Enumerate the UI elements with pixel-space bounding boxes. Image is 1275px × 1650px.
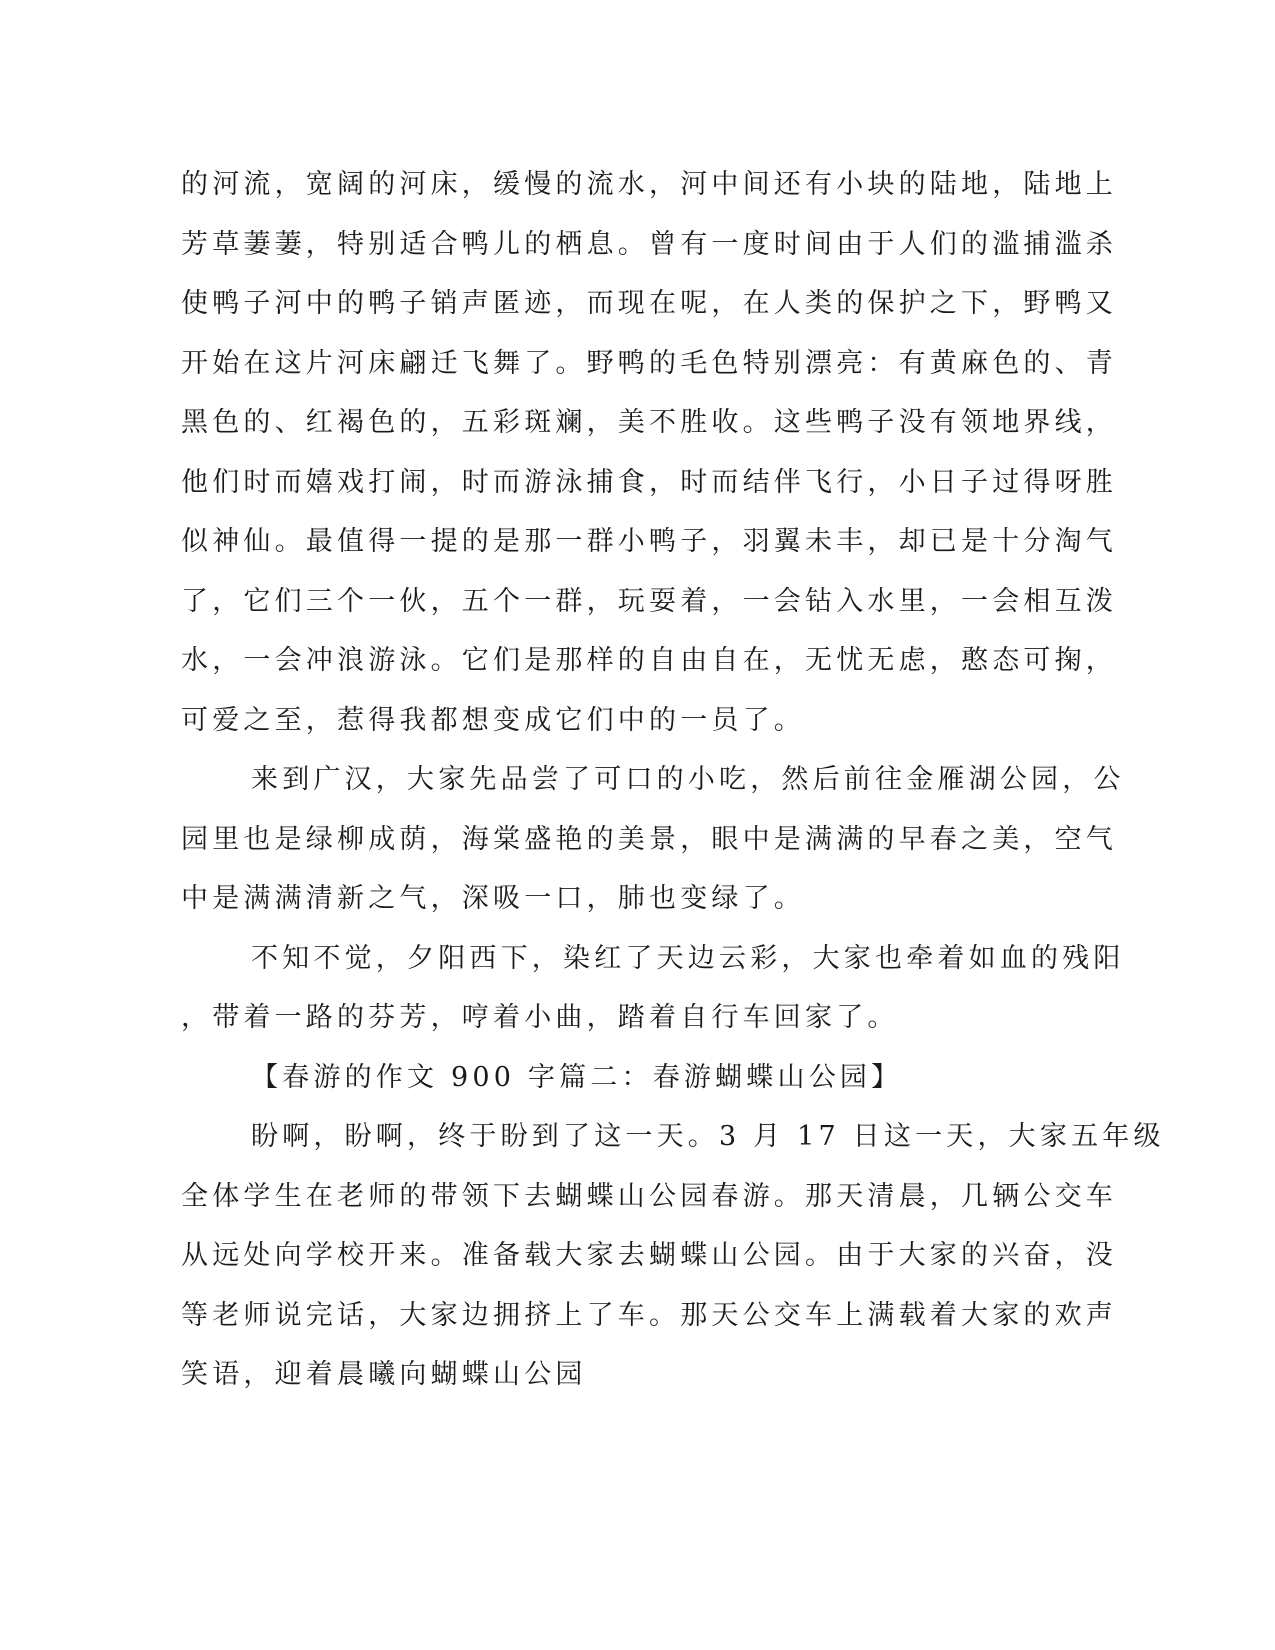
paragraph-first-line: 来到广汉，大家先品尝了可口的小吃，然后前往金雁湖公园，公 [251,764,1125,795]
text-line: 他们时而嬉戏打闹，时而游泳捕食，时而结伴飞行，小日子过得呀胜 [181,466,1117,498]
text-line: 的河流，宽阔的河床，缓慢的流水，河中间还有小块的陆地，陆地上 [181,169,1117,200]
text-line: 水，一会冲浪游泳。它们是那样的自由自在，无忧无虑，憨态可掬， [181,645,1117,676]
text-line: 笑语，迎着晨曦向蝴蝶山公园 [181,1359,587,1390]
text-line: 中是满满清新之气，深吸一口，肺也变绿了。 [181,883,805,914]
section-heading: 【春游的作文 900 字篇二：春游蝴蝶山公园】 [251,1061,903,1093]
text-line: 了，它们三个一伙，五个一群，玩耍着，一会钻入水里，一会相互泼 [181,585,1117,617]
text-line: 等老师说完话，大家边拥挤上了车。那天公交车上满载着大家的欢声 [181,1299,1117,1331]
text-line: ，带着一路的芬芳，哼着小曲，踏着自行车回家了。 [181,1002,899,1033]
text-line: 似神仙。最值得一提的是那一群小鸭子，羽翼未丰，却已是十分淘气 [181,526,1117,557]
paragraph-first-line: 盼啊，盼啊，终于盼到了这一天。3 月 17 日这一天，大家五年级 [251,1121,1165,1152]
paragraph-first-line: 不知不觉，夕阳西下，染红了天边云彩，大家也牵着如血的残阳 [251,942,1125,974]
text-line: 全体学生在老师的带领下去蝴蝶山公园春游。那天清晨，几辆公交车 [181,1180,1117,1212]
text-line: 园里也是绿柳成荫，海棠盛艳的美景，眼中是满满的早春之美，空气 [181,823,1117,855]
text-line: 使鸭子河中的鸭子销声匿迹，而现在呢，在人类的保护之下，野鸭又 [181,288,1117,319]
text-line: 从远处向学校开来。准备载大家去蝴蝶山公园。由于大家的兴奋，没 [181,1240,1117,1271]
body-text [181,155,1165,1405]
text-line: 黑色的、红褐色的，五彩斑斓，美不胜收。这些鸭子没有领地界线， [181,407,1117,438]
text-line: 可爱之至，惹得我都想变成它们中的一员了。 [181,704,805,736]
text-line: 芳草萋萋，特别适合鸭儿的栖息。曾有一度时间由于人们的滥捕滥杀 [181,228,1117,260]
text-line: 开始在这片河床翩迁飞舞了。野鸭的毛色特别漂亮：有黄麻色的、青 [181,347,1117,379]
